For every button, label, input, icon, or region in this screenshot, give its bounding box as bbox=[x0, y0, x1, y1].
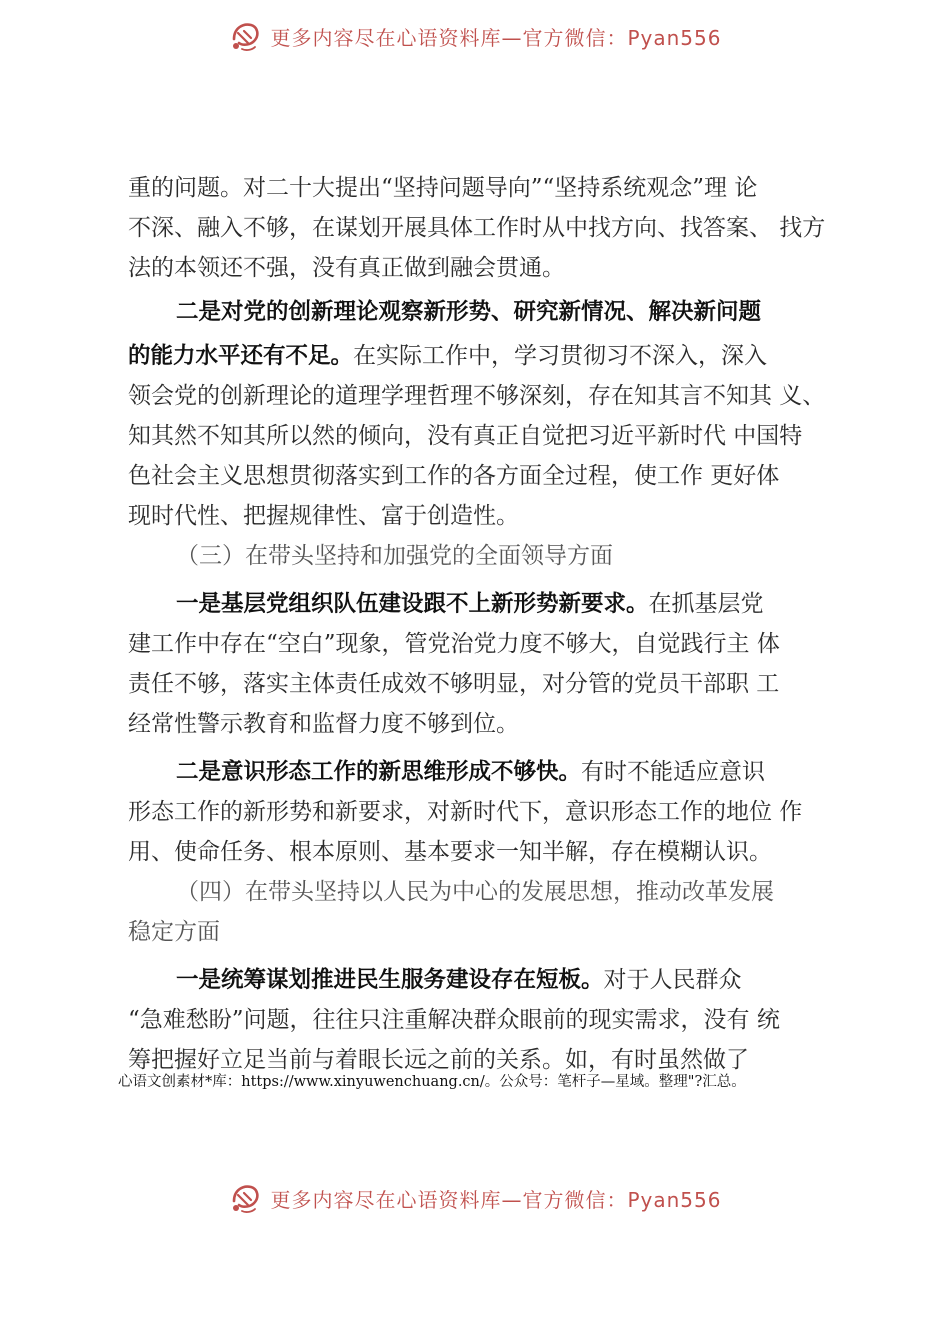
text-line: 责任不够，落实主体责任成效不够明显，对分管的党员干部职 工 bbox=[128, 671, 780, 697]
text-line: 一是统筹谋划推进民生服务建设存在短板。对于人民群众 bbox=[176, 967, 742, 993]
text-line: “急难愁盼”问题，往往只注重解决群众眼前的现实需求，没有 统 bbox=[128, 1007, 780, 1033]
header-banner-text: 更多内容尽在心语资料库—官方微信：Pyan556 bbox=[270, 25, 722, 50]
text-line: 一是基层党组织队伍建设跟不上新形势新要求。在抓基层党 bbox=[176, 591, 764, 617]
section-heading: 稳定方面 bbox=[128, 919, 220, 945]
text-line: 不深、融入不够，在谋划开展具体工作时从中找方向、找答案、 找方 bbox=[128, 215, 826, 241]
bold-lead: 一是基层党组织队伍建设跟不上新形势新要求。 bbox=[176, 591, 649, 617]
bold-lead: 一是统筹谋划推进民生服务建设存在短板。 bbox=[176, 967, 604, 993]
text-line: 形态工作的新形势和新要求，对新时代下，意识形态工作的地位 作 bbox=[128, 799, 803, 825]
footer-banner bbox=[0, 1178, 950, 1218]
text-line: 用、使命任务、根本原则、基本要求一知半解，存在模糊认识。 bbox=[128, 839, 772, 865]
section-heading: （三）在带头坚持和加强党的全面领导方面 bbox=[176, 543, 613, 569]
brand-logo-icon bbox=[228, 1181, 262, 1215]
bold-lead: 二是意识形态工作的新思维形成不够快。 bbox=[176, 759, 582, 785]
footer-banner-text: 更多内容尽在心语资料库—官方微信：Pyan556 bbox=[270, 1187, 722, 1212]
text-line: 二是意识形态工作的新思维形成不够快。有时不能适应意识 bbox=[176, 759, 766, 785]
text-line: 现时代性、把握规律性、富于创造性。 bbox=[128, 503, 519, 529]
text-line: 筹把握好立足当前与着眼长远之前的关系。如，有时虽然做了 bbox=[128, 1047, 749, 1073]
text-line: 色社会主义思想贯彻落实到工作的各方面全过程，使工作 更好体 bbox=[128, 463, 780, 489]
brand-logo-icon bbox=[228, 19, 262, 53]
text-line: 法的本领还不强，没有真正做到融会贯通。 bbox=[128, 255, 565, 281]
text-line: 的能力水平还有不足。在实际工作中，学习贯彻习不深入，深入 bbox=[128, 343, 768, 369]
text-line: 知其然不知其所以然的倾向，没有真正自觉把习近平新时代 中国特 bbox=[128, 423, 803, 449]
text-line: 领会党的创新理论的道理学理哲理不够深刻，存在知其言不知其 义、 bbox=[128, 383, 826, 409]
section-heading: （四）在带头坚持以人民为中心的发展思想，推动改革发展 bbox=[176, 879, 774, 905]
text-line bbox=[128, 292, 840, 332]
header-banner bbox=[0, 16, 950, 56]
bold-lead: 二是对党的创新理论观察新形势、研究新情况、解决新问题 bbox=[176, 299, 762, 325]
document-body bbox=[128, 168, 840, 1080]
footer-note: 心语文创素材*库：https://www.xinyuwenchuang.cn/。公众号：笔杆子—星域。整理"?汇总。 bbox=[118, 1074, 746, 1090]
text-line: 经常性警示教育和监督力度不够到位。 bbox=[128, 711, 519, 737]
text-line: 重的问题。对二十大提出“坚持问题导向”“坚持系统观念”理 论 bbox=[128, 175, 758, 201]
bold-lead: 的能力水平还有不足。 bbox=[128, 343, 354, 369]
text-line: 建工作中存在“空白”现象，管党治党力度不够大，自觉践行主 体 bbox=[128, 631, 780, 657]
